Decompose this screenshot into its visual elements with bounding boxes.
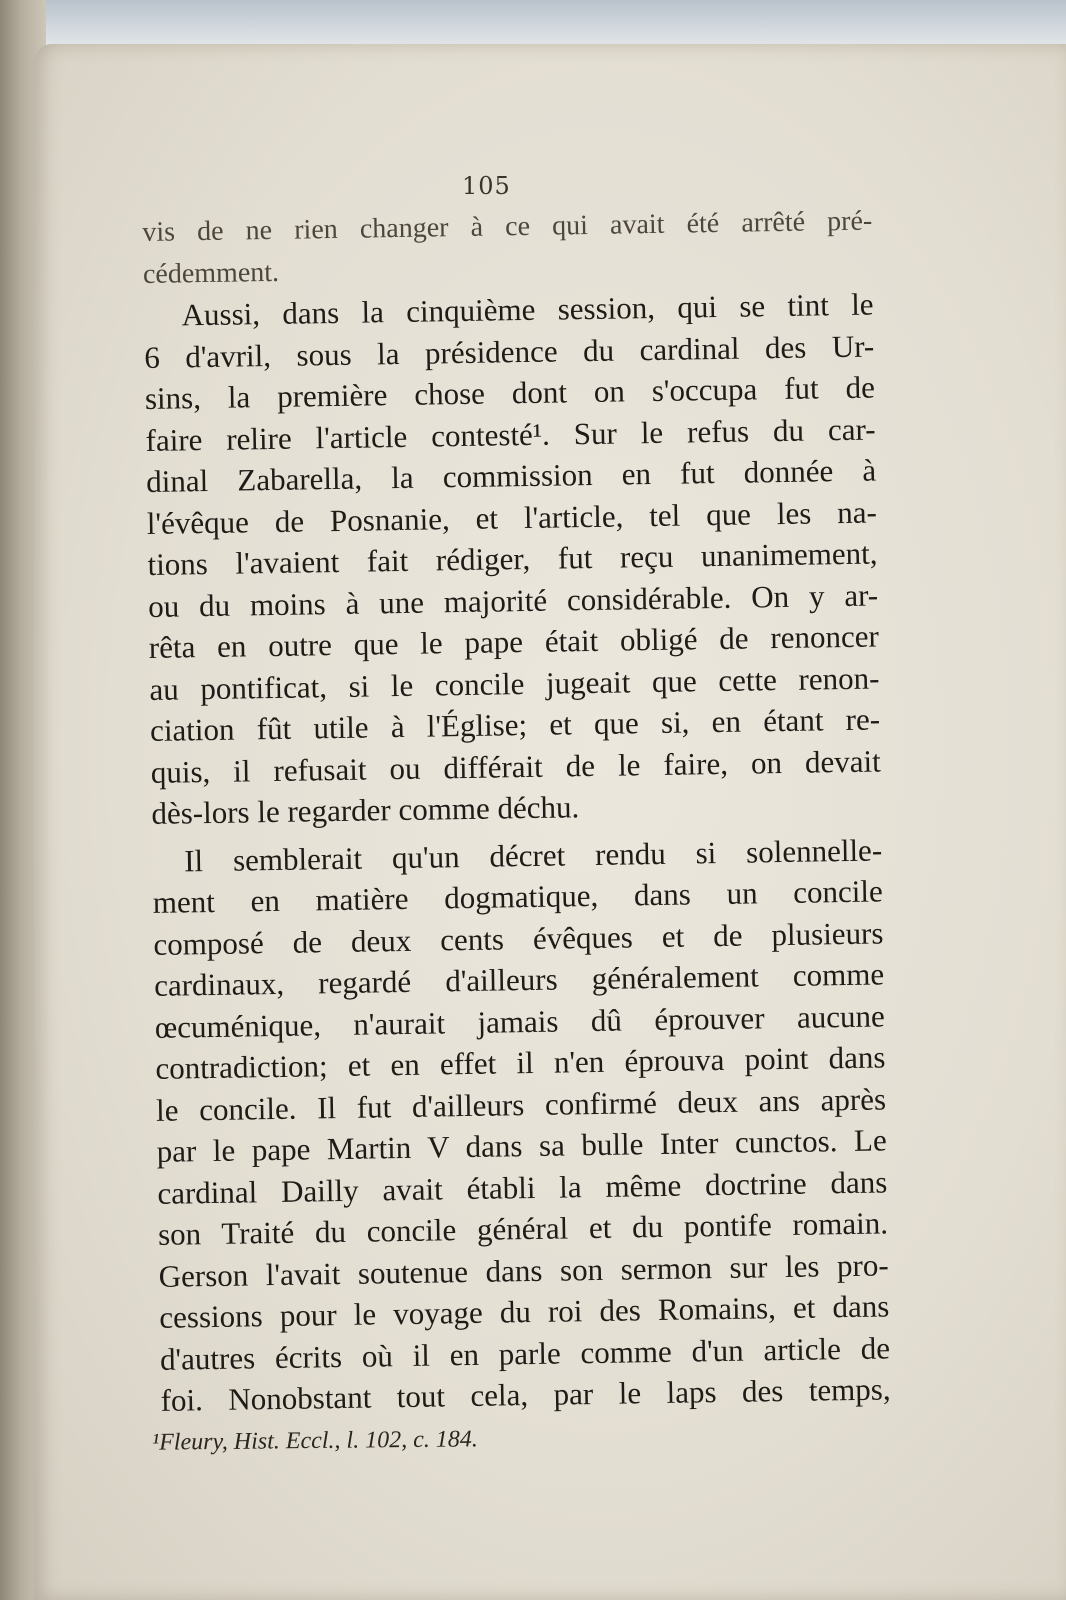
text-line: Gerson l'avait soutenue dans son sermon sur les pro- (158, 1246, 889, 1294)
text-line: sins, la première chose dont on s'occupa fut de (144, 369, 876, 416)
text-line: l'évêque de Posnanie, et l'article, tel que les na- (146, 493, 878, 541)
text-line: cessions pour le voyage du roi des Romains, et dans (159, 1288, 890, 1335)
footnote: ¹Fleury, Hist. Eccl., l. 102, c. 184. (151, 1426, 478, 1456)
text-line: cédemment. (142, 256, 280, 290)
text-line: cardinal Dailly avait établi la même doctrine dans (157, 1163, 888, 1211)
text-line: ment en matière dogmatique, dans un concile (152, 873, 884, 920)
text-line: par le pape Martin V dans sa bulle Inter cunctos. Le (156, 1122, 887, 1169)
text-line: vis de ne rien changer à ce qui avait été arrêté pré- (142, 205, 873, 248)
text-line: rêta en outre que le pape était obligé de renoncer (148, 618, 880, 665)
text-line: au pontificat, si le concile jugeait que cette renon- (149, 659, 880, 707)
text-line: tions l'avaient fait rédiger, fut reçu unanimement, (147, 535, 878, 582)
text-line: 6 d'avril, sous la présidence du cardinal des Ur- (144, 328, 875, 375)
body-text (142, 201, 891, 1422)
text-line: Il semblerait qu'un décret rendu si solennelle- (183, 831, 883, 878)
text-line: cardinaux, regardé d'ailleurs généralement comme (153, 956, 885, 1003)
text-line: d'autres écrits où il en parle comme d'un article de (159, 1329, 891, 1377)
text-line: dès-lors le regarder comme déchu. (151, 789, 580, 831)
page-number: 105 (462, 172, 511, 200)
text-line: son Traité du concile général et du pontife romain. (157, 1205, 889, 1252)
text-line: Aussi, dans la cinquième session, qui se tint le (181, 286, 874, 333)
text-line: composé de deux cents évêques et de plusieurs (153, 914, 884, 962)
text-line: ou du moins à une majorité considérable. On y ar- (147, 576, 879, 624)
text-line: ciation fût utile à l'Église; et que si, en étant re- (149, 701, 881, 748)
text-line: dinal Zabarella, la commission en fut donnée à (145, 452, 877, 499)
text-line: œcuménique, n'aurait jamais dû éprouver aucune (154, 997, 885, 1045)
text-line: quis, il refusait ou différait de le faire, on devait (150, 742, 881, 790)
text-line: foi. Nonobstant tout cela, par le laps des temps, (160, 1371, 891, 1418)
text-line: contradiction; et en effet il n'en éprouva point dans (155, 1039, 886, 1086)
text-line: le concile. Il fut d'ailleurs confirmé deux ans après (155, 1080, 887, 1128)
text-line: faire relire l'article contesté¹. Sur le refus du car- (145, 411, 876, 458)
